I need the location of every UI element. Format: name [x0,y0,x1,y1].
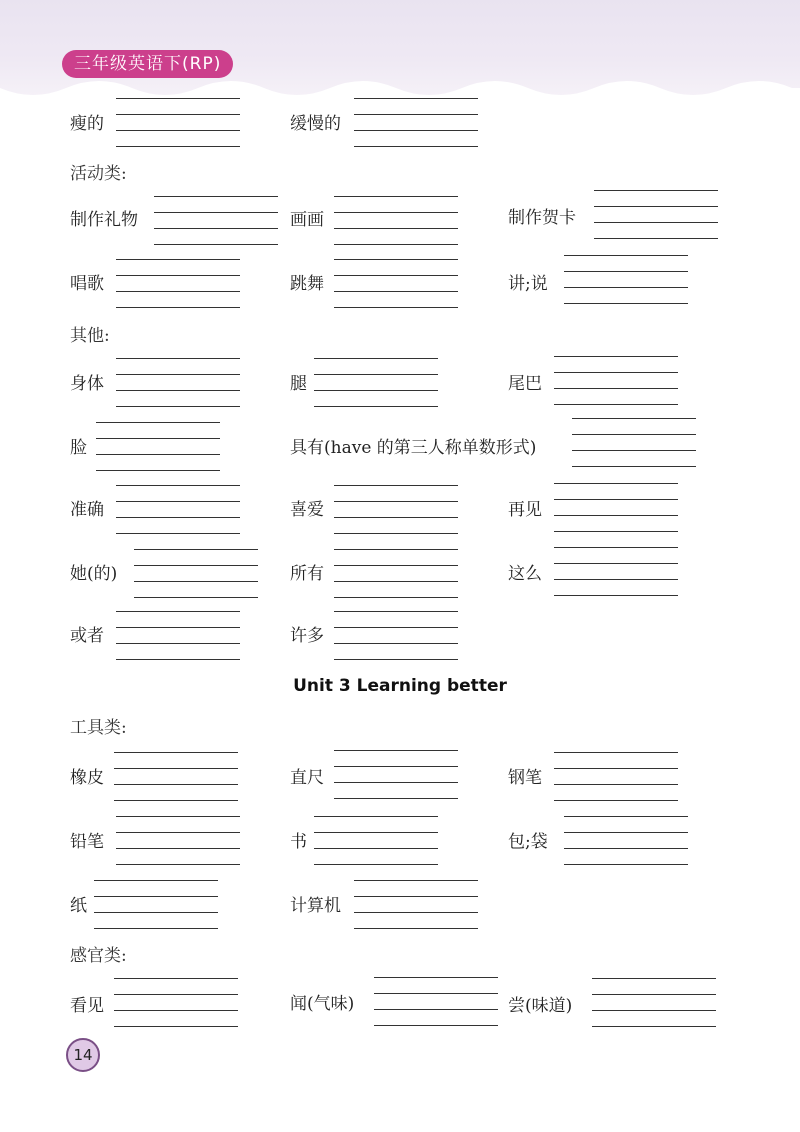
answer-lines-pencil [116,816,240,864]
word-leg: 腿 [290,374,307,394]
answer-lines-ruler [334,750,458,798]
answer-lines-or [116,611,240,659]
answer-lines-dance [334,259,458,307]
answer-lines-right [116,485,240,533]
answer-lines-slow [354,98,478,146]
word-like: 喜爱 [290,500,324,520]
word-ruler: 直尺 [290,768,324,788]
answer-lines-see [114,978,238,1026]
word-sing: 唱歌 [70,274,104,294]
word-many: 许多 [290,626,324,646]
answer-lines-make-card [594,190,718,238]
word-pen: 钢笔 [508,768,542,788]
answer-lines-thin [116,98,240,146]
section-senses: 感官类: [70,946,127,966]
page-number: 14 [66,1038,100,1072]
section-activities: 活动类: [70,164,127,184]
answer-lines-smell [374,977,498,1025]
word-eraser: 橡皮 [70,768,104,788]
word-bag: 包;袋 [508,832,548,852]
answer-lines-book [314,816,438,864]
answer-lines-draw [334,196,458,244]
unit-title: Unit 3 Learning better [293,676,507,696]
answer-lines-has [572,418,696,466]
answer-lines-leg [314,358,438,406]
word-right: 准确 [70,500,104,520]
word-so: 这么 [508,564,542,584]
answer-lines-say [564,255,688,303]
answer-lines-face [96,422,220,470]
word-goodbye: 再见 [508,500,542,520]
answer-lines-many [334,611,458,659]
answer-lines-like [334,485,458,533]
answer-lines-all [334,549,458,597]
answer-lines-goodbye [554,483,678,531]
word-taste: 尝(味道) [508,996,573,1016]
answer-lines-paper [94,880,218,928]
answer-lines-sing [116,259,240,307]
answer-lines-tail [554,356,678,404]
answer-lines-computer [354,880,478,928]
answer-lines-bag [564,816,688,864]
answer-lines-pen [554,752,678,800]
answer-lines-make-gift [154,196,278,244]
word-smell: 闻(气味) [290,994,355,1014]
word-draw: 画画 [290,210,324,230]
word-computer: 计算机 [290,896,341,916]
book-title-tag: 三年级英语下(RP) [62,50,233,78]
word-has: 具有(have 的第三人称单数形式) [290,438,537,458]
word-dance: 跳舞 [290,274,324,294]
word-make-card: 制作贺卡 [508,208,576,228]
word-say: 讲;说 [508,274,548,294]
word-face: 脸 [70,438,87,458]
word-thin: 瘦的 [70,114,104,134]
answer-lines-so [554,547,678,595]
section-others: 其他: [70,326,110,346]
answer-lines-taste [592,978,716,1026]
word-paper: 纸 [70,896,87,916]
word-tail: 尾巴 [508,374,542,394]
word-book: 书 [290,832,307,852]
word-pencil: 铅笔 [70,832,104,852]
answer-lines-body [116,358,240,406]
section-tools: 工具类: [70,718,127,738]
answer-lines-her [134,549,258,597]
answer-lines-eraser [114,752,238,800]
word-see: 看见 [70,996,104,1016]
word-or: 或者 [70,626,104,646]
word-make-gift: 制作礼物 [70,210,138,230]
word-body: 身体 [70,374,104,394]
word-her: 她(的) [70,564,118,584]
word-slow: 缓慢的 [290,114,341,134]
word-all: 所有 [290,564,324,584]
